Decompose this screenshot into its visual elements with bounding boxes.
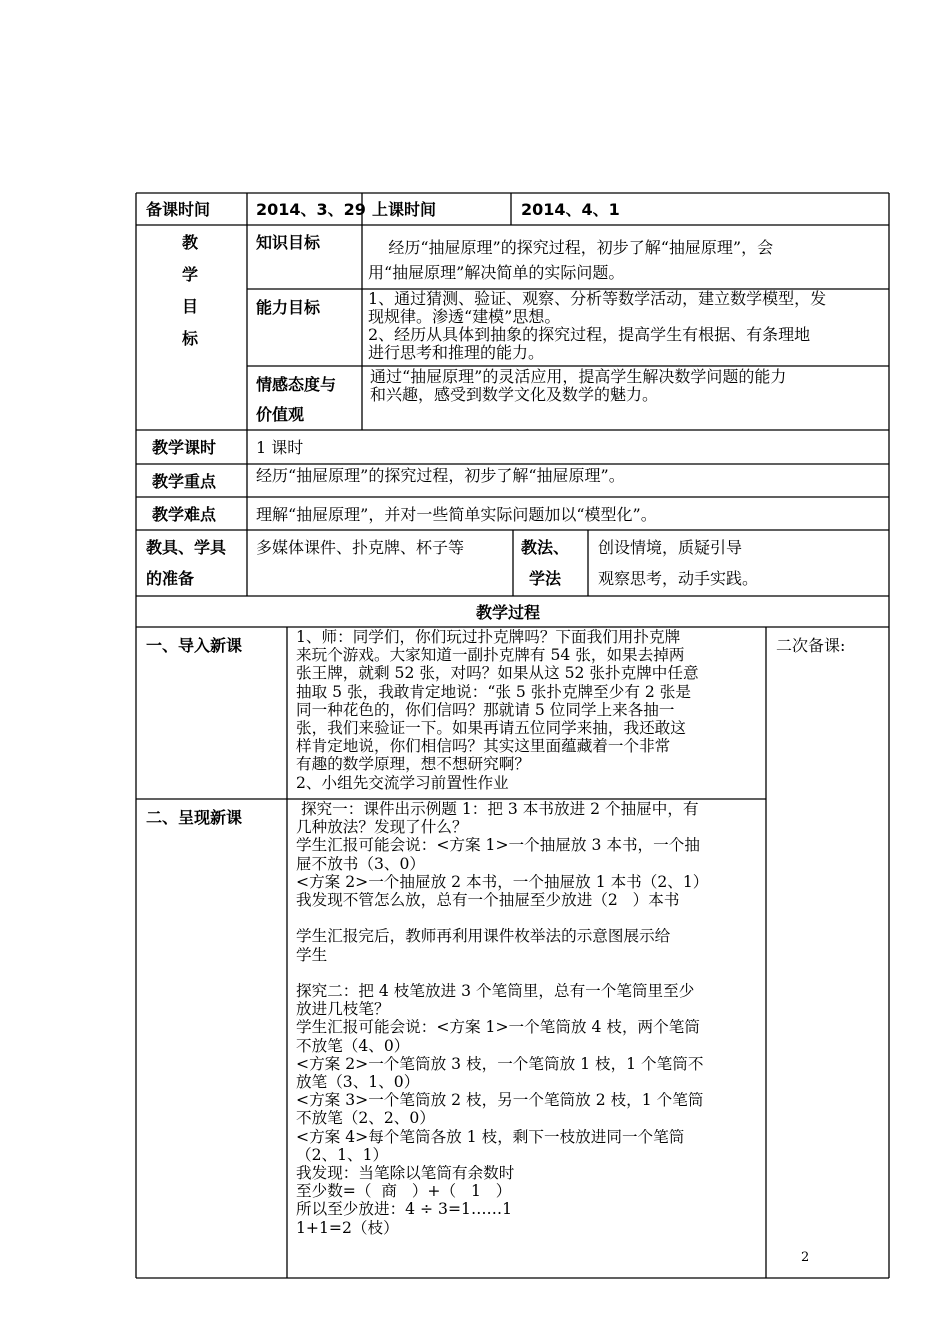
new-lesson-line: 我发现不管怎么放，总有一个抽屉至少放进（2 ）本书 (296, 891, 680, 910)
new-lesson-line: 学生 (296, 945, 328, 964)
ability-goal-line: 2、经历从具体到抽象的探究过程，提高学生有根据、有条理地 (368, 325, 811, 344)
key-point-value: 经历“抽屉原理”的探究过程，初步了解“抽屉原理”。 (256, 466, 625, 485)
new-lesson-line: 学生汇报完后，教师再利用课件枚举法的示意图展示给 (296, 927, 671, 946)
new-lesson-section-text (296, 800, 708, 1237)
attitude-goal-text (370, 368, 786, 404)
intro-line: 2、小组先交流学习前置性作业 (296, 773, 509, 792)
new-lesson-line: 所以至少放进：4 ÷ 3=1……1 (296, 1200, 513, 1219)
new-lesson-line: <方案 2>一个笔筒放 3 枝，一个笔筒放 1 枝，1 个笔筒不 (296, 1054, 704, 1073)
ability-goal-line: 现规律。渗透“建模”思想。 (368, 307, 561, 326)
new-lesson-line: 几种放法？发现了什么？ (296, 818, 468, 837)
goals-label-char-4: 标 (182, 329, 199, 348)
intro-line: 张王牌，就剩 52 张，对吗？如果从这 52 张扑克牌中任意 (296, 664, 699, 683)
materials-label-line-1: 教具、学具 (146, 538, 227, 557)
knowledge-goal-text (368, 235, 773, 285)
attitude-goal-line: 通过“抽屉原理”的灵活应用，提高学生解决数学问题的能力 (370, 367, 787, 386)
new-lesson-line (296, 964, 708, 982)
second-prep-label: 二次备课: (776, 636, 846, 655)
method-line-1: 创设情境，质疑引导 (598, 538, 743, 557)
intro-line: 有趣的数学原理，想不想研究啊？ (296, 755, 530, 774)
goals-label-char-2: 学 (182, 265, 199, 284)
teaching-process-title: 教学过程 (476, 603, 541, 622)
difficulty-label: 教学难点 (152, 505, 217, 524)
new-lesson-line: <方案 2>一个抽屉放 2 本书，一个抽屉放 1 本书（2、1） (296, 872, 709, 891)
method-label-line-2: 学法 (529, 569, 562, 588)
new-lesson-line: <方案 3>一个笔筒放 2 枝，另一个笔筒放 2 枝，1 个笔筒 (296, 1091, 704, 1110)
new-lesson-line: 1+1=2（枝） (296, 1218, 399, 1237)
knowledge-goal-line: 用“抽屉原理”解决简单的实际问题。 (368, 263, 625, 282)
new-lesson-line: 放笔（3、1、0） (296, 1073, 420, 1092)
method-label-line-1: 教法、 (521, 538, 570, 557)
knowledge-goal-line: 经历“抽屉原理”的探究过程，初步了解“抽屉原理”，会 (368, 238, 774, 257)
new-lesson-line: 屉不放书（3、0） (296, 854, 425, 873)
new-lesson-line: 探究一：课件出示例题 1：把 3 本书放进 2 个抽屉中，有 (296, 800, 699, 818)
new-lesson-line: 放进几枝笔？ (296, 1000, 390, 1019)
new-lesson-line: 探究二：把 4 枝笔放进 3 个笔筒里，总有一个笔筒里至少 (296, 982, 695, 1001)
attitude-goal-line: 和兴趣，感受到数学文化及数学的魅力。 (370, 385, 659, 404)
intro-line: 同一种花色的，你们信吗？那就请 5 位同学上来各抽一 (296, 700, 675, 719)
knowledge-goal-label: 知识目标 (256, 233, 321, 252)
class-hours-value: 1 课时 (256, 438, 304, 457)
new-lesson-section-label: 二、呈现新课 (146, 808, 243, 827)
new-lesson-line: 不放笔（2、2、0） (296, 1109, 435, 1128)
attitude-goal-label-line-2: 价值观 (256, 405, 305, 424)
new-lesson-line: 至少数=（ 商 ）+（ 1 ） (296, 1182, 512, 1201)
intro-section-label: 一、导入新课 (146, 636, 243, 655)
attitude-goal-label-line-1: 情感态度与 (256, 375, 337, 394)
materials-label-line-2: 的准备 (146, 569, 195, 588)
difficulty-value: 理解“抽屉原理”，并对一些简单实际问题加以“模型化”。 (256, 505, 657, 524)
goals-label-char-1: 教 (182, 233, 199, 252)
new-lesson-line (296, 909, 708, 927)
ability-goal-line: 1、通过猜测、验证、观察、分析等数学活动，建立数学模型，发 (368, 289, 827, 308)
ability-goal-label: 能力目标 (256, 298, 321, 317)
intro-line: 1、师：同学们，你们玩过扑克牌吗？下面我们用扑克牌 (296, 628, 681, 646)
page-number: 2 (801, 1250, 810, 1265)
class-hours-label: 教学课时 (152, 438, 217, 457)
class-time-value: 2014、4、1 (521, 200, 620, 219)
new-lesson-line: （2、1、1） (296, 1145, 389, 1164)
materials-value: 多媒体课件、扑克牌、杯子等 (256, 538, 465, 557)
new-lesson-line: 学生汇报可能会说：<方案 1>一个抽屉放 3 本书，一个抽 (296, 836, 700, 855)
ability-goal-line: 进行思考和推理的能力。 (368, 343, 545, 362)
intro-section-text (296, 628, 699, 792)
new-lesson-line: 不放笔（4、0） (296, 1036, 410, 1055)
key-point-label: 教学重点 (152, 472, 217, 491)
new-lesson-line: 我发现：当笔除以笔筒有余数时 (296, 1164, 515, 1183)
ability-goal-text (368, 290, 826, 362)
goals-label-char-3: 目 (182, 297, 199, 316)
intro-line: 抽取 5 张，我敢肯定地说：“张 5 张扑克牌至少有 2 张是 (296, 682, 691, 701)
intro-line: 来玩个游戏。大家知道一副扑克牌有 54 张，如果去掉两 (296, 646, 685, 665)
intro-line: 张，我们来验证一下。如果再请五位同学来抽，我还敢这 (296, 719, 686, 738)
prep-time-label: 备课时间 (146, 200, 211, 219)
new-lesson-line: 学生汇报可能会说：<方案 1>一个笔筒放 4 枝，两个笔筒 (296, 1018, 700, 1037)
intro-line: 样肯定地说，你们相信吗？其实这里面蕴藏着一个非常 (296, 737, 671, 756)
prep-time-value: 2014、3、29 (256, 200, 366, 219)
method-line-2: 观察思考，动手实践。 (598, 569, 759, 588)
new-lesson-line: <方案 4>每个笔筒各放 1 枝，剩下一枝放进同一个笔筒 (296, 1127, 685, 1146)
class-time-label: 上课时间 (372, 200, 437, 219)
